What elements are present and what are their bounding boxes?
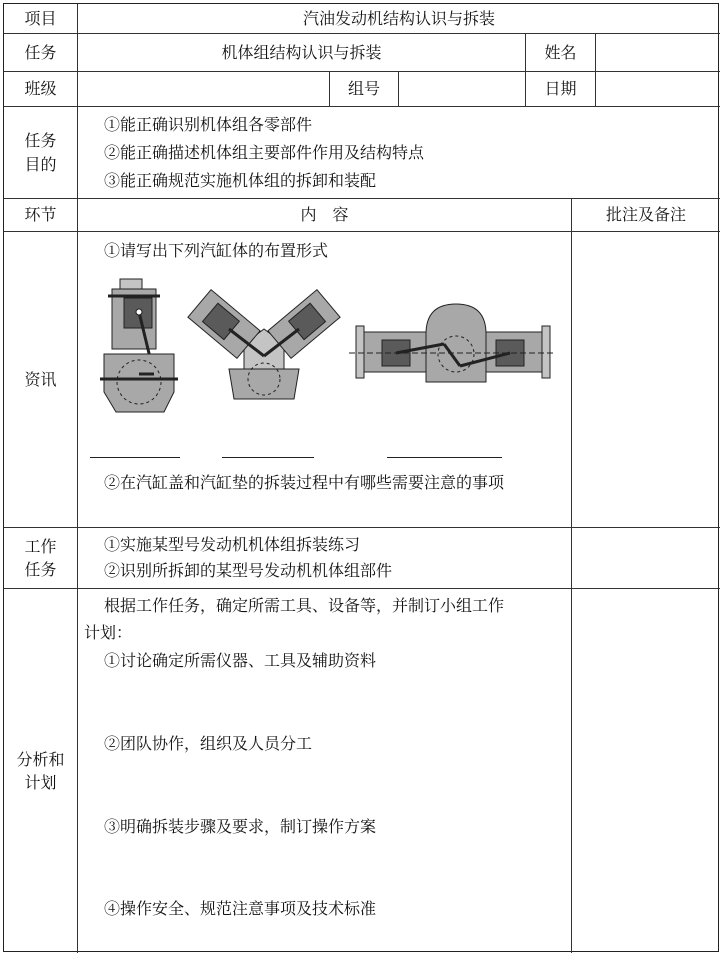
work-label-line2: 任务 (24, 560, 57, 579)
row-divider (4, 527, 720, 528)
project-value: 汽油发动机结构认识与拆装 (302, 8, 495, 28)
answer-blank-v[interactable] (222, 457, 314, 458)
plan-label (4, 589, 77, 953)
plan-intro-line1: 根据工作任务，确定所需工具、设备等，并制订小组工作 (104, 596, 505, 615)
plan-label-line1: 分析和 (16, 749, 65, 769)
plan-item: ②团队协作，组织及人员分工 (104, 734, 313, 753)
task-label: 任务 (24, 42, 57, 62)
objectives-label-line1: 任务 (24, 131, 57, 151)
name-field[interactable] (596, 34, 720, 71)
plan-label-line2: 计划 (24, 773, 57, 792)
notes-header: 批注及备注 (605, 205, 686, 225)
info-question-1: ①请写出下列汽缸体的布置形式 (104, 241, 329, 260)
plan-item: ④操作安全、规范注意事项及技术标准 (104, 899, 377, 918)
work-label (4, 528, 77, 588)
work-item: ①实施某型号发动机机体组拆装练习 (104, 535, 361, 554)
plan-item: ①讨论确定所需仪器、工具及辅助资料 (104, 651, 377, 670)
column-divider (77, 4, 78, 953)
objective-item: ②能正确描述机体组主要部件作用及结构特点 (104, 143, 425, 162)
name-label: 姓名 (544, 42, 577, 62)
worksheet-table (3, 3, 719, 952)
date-field[interactable] (596, 72, 720, 106)
work-item: ②识别所拆卸的某型号发动机机体组部件 (104, 561, 393, 580)
answer-blank-opposed[interactable] (387, 457, 502, 458)
project-label: 项目 (24, 8, 57, 28)
row-divider (4, 588, 720, 589)
opposed-engine-icon (349, 304, 554, 382)
objective-item: ③能正确规范实施机体组的拆卸和装配 (104, 171, 377, 190)
class-label: 班级 (24, 79, 57, 99)
plan-intro-line2: 计划： (84, 623, 133, 642)
content-header: 内 容 (300, 205, 349, 225)
v-engine-icon (188, 290, 340, 399)
objective-item: ①能正确识别机体组各零部件 (104, 115, 313, 134)
work-label-line1: 工作 (24, 536, 57, 556)
column-divider (571, 198, 572, 953)
row-divider (4, 106, 720, 107)
inline-engine-icon (100, 279, 178, 412)
objectives-label-line2: 目的 (24, 154, 57, 174)
group-field[interactable] (399, 72, 525, 106)
stage-header: 环节 (24, 205, 57, 225)
task-value: 机体组结构认识与拆装 (221, 42, 382, 62)
info-label: 资讯 (24, 369, 57, 389)
row-divider (4, 231, 720, 232)
objectives-label (4, 107, 77, 198)
class-field[interactable] (78, 72, 329, 106)
info-question-2: ②在汽缸盖和汽缸垫的拆装过程中有哪些需要注意的事项 (104, 473, 505, 492)
group-label: 组号 (347, 79, 380, 99)
answer-blank-inline[interactable] (90, 457, 180, 458)
date-label: 日期 (544, 79, 577, 99)
plan-item: ③明确拆装步骤及要求，制订操作方案 (104, 817, 377, 836)
engine-layout-diagrams (94, 274, 554, 419)
